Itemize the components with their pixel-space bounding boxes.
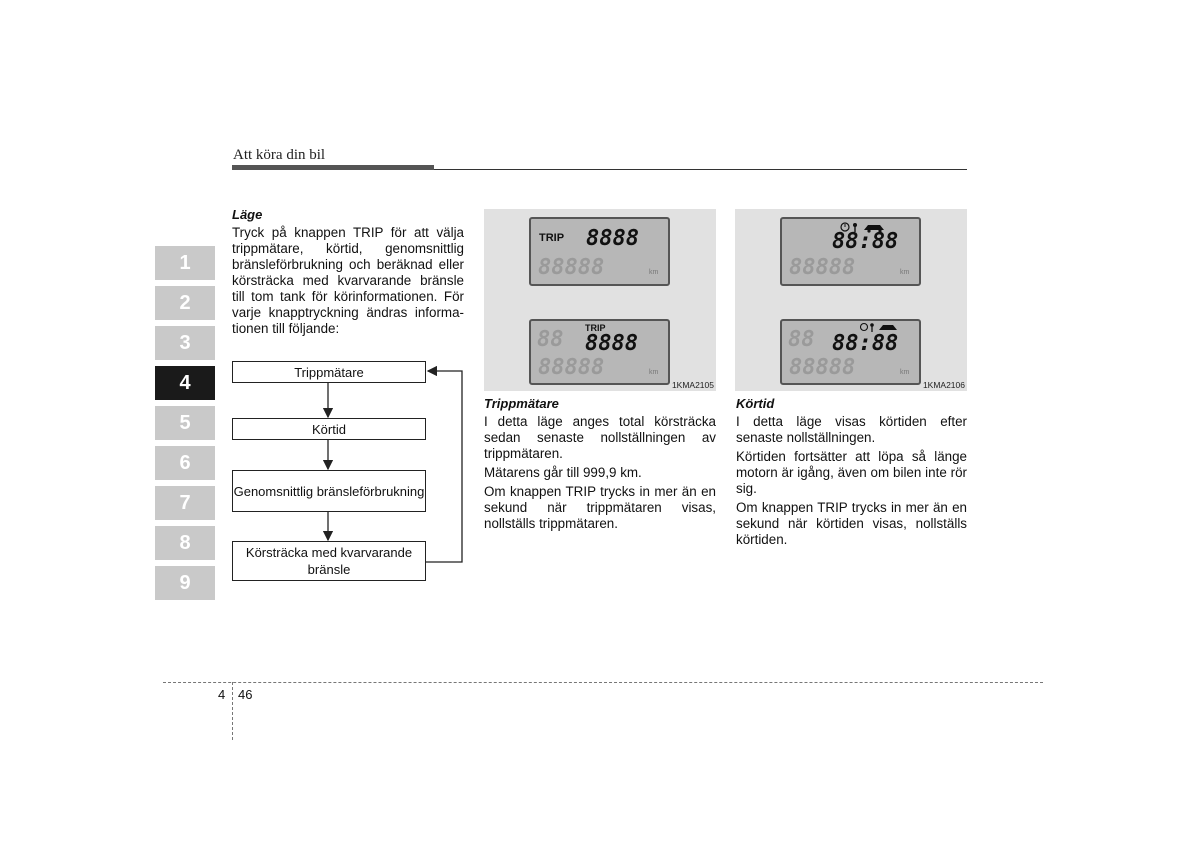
lcd-unit-km: km	[900, 269, 910, 276]
lcd-left-segments: 88	[788, 327, 815, 352]
lcd-unit-km: km	[900, 369, 910, 376]
lcd-trip-label: TRIP	[585, 323, 606, 333]
intro-paragraph: Tryck på knappen TRIP för att välja trippmätare, körtid, genomsnittlig bränsleförbrukning och beräknad eller körsträcka med kvarvarande bränsle till tom tank för körinformationen. För varje knapptryckning ändras informa-tionen till följande:	[232, 225, 464, 336]
lcd-lower-digits: 88888	[538, 255, 605, 280]
image-code: 1KMA2106	[922, 380, 965, 390]
lcd-image-trip	[484, 209, 716, 391]
paragraph: I detta läge visas körtiden efter senaste nollställningen.	[736, 414, 967, 445]
chapter-tab-4[interactable]: 4	[155, 366, 215, 400]
paragraph: Om knappen TRIP trycks in mer än en sekund när trippmätaren visas, nollställs trippmätaren.	[484, 484, 716, 531]
trippmatare-text	[484, 414, 716, 535]
page-header-title: Att köra din bil	[233, 147, 326, 163]
lcd-display-top	[780, 217, 921, 286]
lcd-unit-km: km	[649, 269, 659, 276]
paragraph: I detta läge anges total körsträcka sedan senaste nollställningen av trippmätaren.	[484, 414, 716, 461]
paragraph: Körtiden fortsätter att löpa så länge motorn är igång, även om bilen inte rör sig.	[736, 449, 967, 496]
chapter-tab-2[interactable]: 2	[155, 286, 215, 320]
lcd-trip-label: TRIP	[539, 232, 565, 244]
footer-page-number: 46	[238, 687, 253, 702]
section-heading-lage: Läge	[232, 207, 263, 222]
image-code: 1KMA2105	[671, 380, 714, 390]
footer-divider	[232, 682, 233, 740]
lcd-main-digits: 88:88	[832, 331, 899, 356]
chapter-tab-5[interactable]: 5	[155, 406, 215, 440]
section-heading-trippmatare: Trippmätare	[484, 396, 559, 411]
chapter-tab-6[interactable]: 6	[155, 446, 215, 480]
lcd-display-bottom	[780, 319, 921, 385]
lcd-unit-km: km	[649, 369, 659, 376]
chapter-tab-7[interactable]: 7	[155, 486, 215, 520]
lcd-main-digits: 8888	[585, 331, 638, 356]
section-heading-kortid: Körtid	[736, 396, 775, 411]
kortid-text	[736, 414, 967, 551]
paragraph: Mätarens går till 999,9 km.	[484, 465, 642, 480]
lcd-image-kortid	[735, 209, 967, 391]
chapter-tab-8[interactable]: 8	[155, 526, 215, 560]
lcd-lower-digits: 88888	[789, 355, 856, 380]
chapter-tab-3[interactable]: 3	[155, 326, 215, 360]
lcd-main-digits: 8888	[586, 226, 639, 251]
lcd-lower-digits: 88888	[538, 355, 605, 380]
flow-step-kortid: Körtid	[232, 418, 426, 440]
lcd-left-segments: 88	[537, 327, 564, 352]
lcd-display-bottom	[529, 319, 670, 385]
footer-rule	[163, 682, 1043, 683]
chapter-tab-1[interactable]: 1	[155, 246, 215, 280]
chapter-tab-9[interactable]: 9	[155, 566, 215, 600]
lcd-lower-digits: 88888	[789, 255, 856, 280]
lcd-display-top	[529, 217, 670, 286]
footer-chapter-number: 4	[218, 687, 226, 702]
paragraph: Om knappen TRIP trycks in mer än en sekund när körtiden visas, nollställs körtiden.	[736, 500, 967, 547]
lcd-main-digits: 88:88	[832, 229, 899, 254]
flow-step-genomsnittlig: Genomsnittlig bränsleförbrukning	[232, 470, 426, 512]
flow-step-korstracka: Körsträcka med kvarvarande bränsle	[232, 541, 426, 581]
flow-step-trippmatare: Trippmätare	[232, 361, 426, 383]
